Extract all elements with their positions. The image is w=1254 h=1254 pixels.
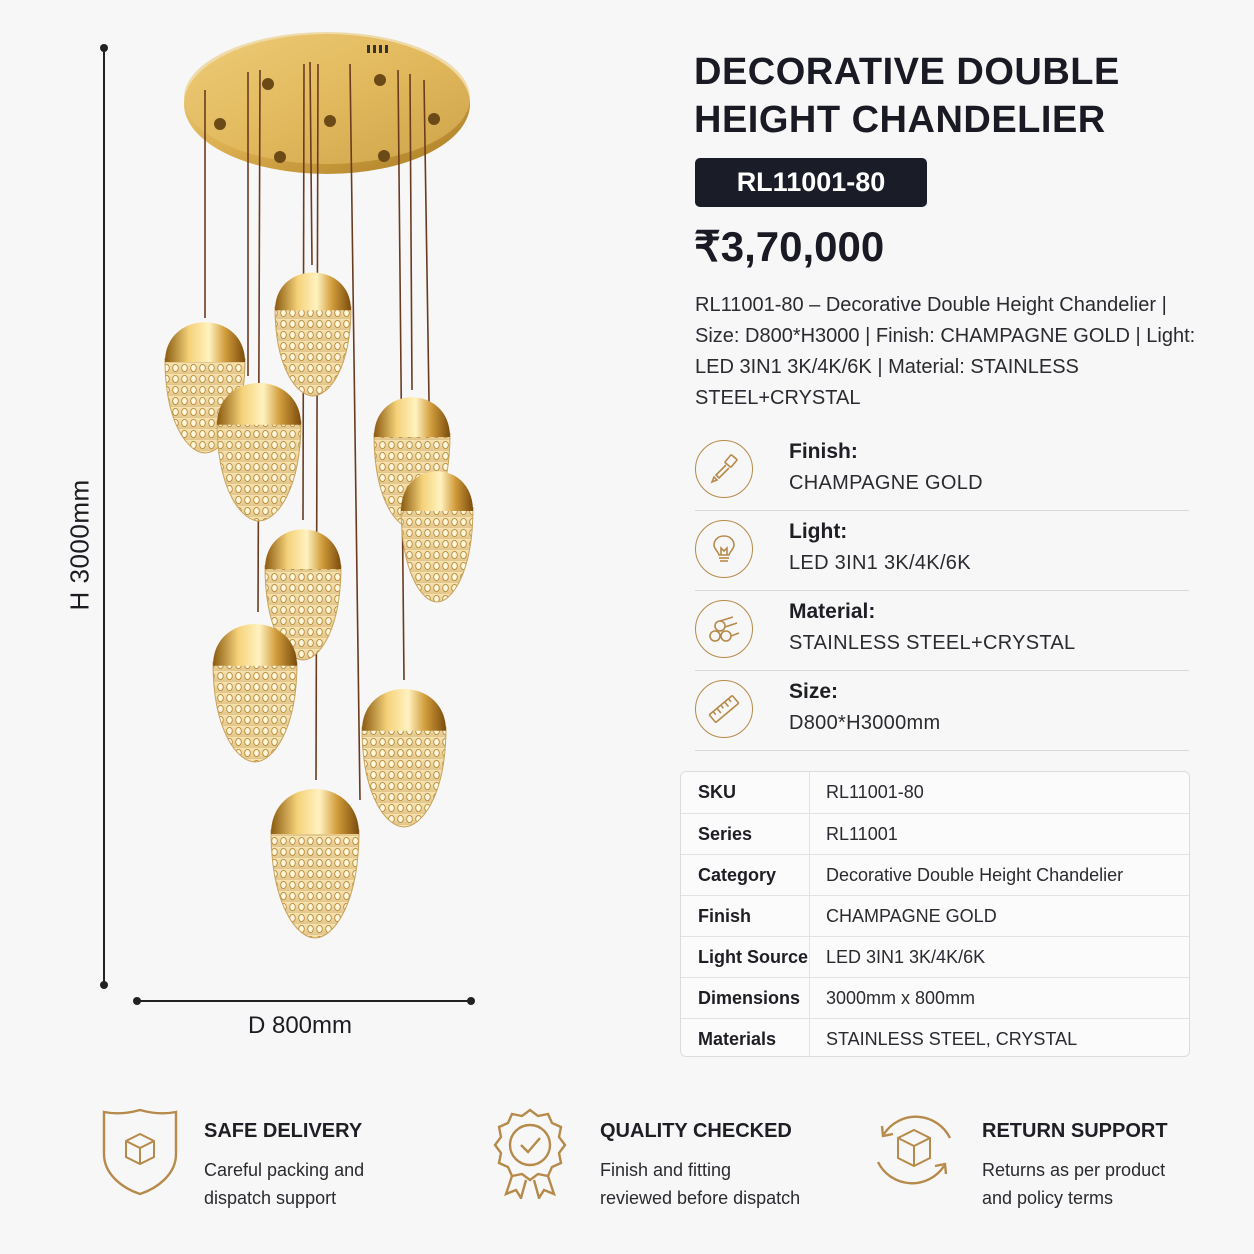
spec-value: LED 3IN1 3K/4K/6K — [789, 552, 971, 574]
sku-badge: RL11001-80 — [695, 158, 927, 207]
product-figure — [0, 0, 640, 1080]
spec-label: Size: — [789, 680, 839, 703]
table-row — [681, 895, 1189, 937]
feature-quality-checked — [488, 1104, 828, 1214]
feature-text-line: Returns as per product — [982, 1160, 1166, 1180]
crystal-pendant — [275, 273, 351, 396]
feature-title: QUALITY CHECKED — [600, 1120, 792, 1142]
spec-row-size — [695, 672, 1189, 751]
spec-value: D800*H3000mm — [789, 712, 941, 734]
table-value: STAINLESS STEEL, CRYSTAL — [826, 1029, 1078, 1049]
spec-row-material — [695, 592, 1189, 671]
diameter-dimension-line — [137, 1000, 471, 1002]
return-box-icon — [870, 1104, 958, 1199]
feature-title: RETURN SUPPORT — [982, 1120, 1168, 1142]
table-key: SKU — [681, 772, 810, 813]
crystal-pendant — [362, 689, 446, 827]
table-key: Light Source — [681, 937, 810, 978]
table-row — [681, 813, 1189, 855]
feature-title: SAFE DELIVERY — [204, 1120, 363, 1142]
feature-description — [982, 1156, 1202, 1212]
spec-value: STAINLESS STEEL+CRYSTAL — [789, 632, 1076, 654]
table-key: Materials — [681, 1019, 810, 1057]
feature-text-line: reviewed before dispatch — [600, 1188, 801, 1208]
spec-label: Light: — [789, 520, 848, 543]
table-key: Finish — [681, 896, 810, 937]
material-pipes-icon — [695, 600, 753, 658]
crystal-pendant — [401, 471, 473, 602]
height-dimension-label: H 3000mm — [64, 479, 95, 611]
feature-text-line: dispatch support — [204, 1188, 337, 1208]
shield-box-icon — [96, 1104, 184, 1199]
table-value: 3000mm x 800mm — [826, 988, 976, 1008]
table-key: Series — [681, 814, 810, 855]
feature-safe-delivery — [96, 1104, 396, 1214]
crystal-pendant — [217, 383, 301, 521]
table-row — [681, 854, 1189, 896]
table-value: RL11001 — [826, 824, 898, 844]
product-description: RL11001-80 – Decorative Double Height Chandelier | Size: D800*H3000 | Finish: CHAMPAGNE GOLD | Light: LED 3IN1 3K/4K/6K | Material: STAINLESS STEEL+CRYSTAL — [695, 294, 1196, 409]
spec-value: CHAMPAGNE GOLD — [789, 472, 983, 494]
table-value: CHAMPAGNE GOLD — [826, 906, 997, 926]
table-row — [681, 936, 1189, 978]
table-value: Decorative Double Height Chandelier — [826, 865, 1124, 885]
table-row — [681, 977, 1189, 1019]
spec-label: Material: — [789, 600, 876, 623]
table-value: RL11001-80 — [826, 782, 924, 802]
feature-text-line: Careful packing and — [204, 1160, 365, 1180]
product-title: DECORATIVE DOUBLE HEIGHT CHANDELIER — [694, 51, 1120, 141]
table-key: Dimensions — [681, 978, 810, 1019]
feature-description — [204, 1156, 424, 1212]
table-value: LED 3IN1 3K/4K/6K — [826, 947, 986, 967]
ruler-icon — [695, 680, 753, 738]
quality-badge-icon — [488, 1104, 576, 1199]
diameter-dimension-label: D 800mm — [247, 1012, 353, 1039]
feature-text-line: and policy terms — [982, 1188, 1114, 1208]
spec-row-light — [695, 512, 1189, 591]
crystal-pendant — [213, 624, 297, 762]
feature-return-support — [870, 1104, 1210, 1214]
spec-label: Finish: — [789, 440, 858, 463]
crystal-pendant — [271, 789, 359, 938]
feature-text-line: Finish and fitting — [600, 1160, 732, 1180]
crystal-pendants — [0, 0, 640, 1000]
feature-description — [600, 1156, 820, 1212]
product-price: ₹3,70,000 — [694, 223, 885, 270]
product-details-table — [680, 771, 1190, 1057]
paint-brush-icon — [695, 440, 753, 498]
light-bulb-icon — [695, 520, 753, 578]
table-row — [681, 1018, 1189, 1057]
table-row — [681, 772, 1189, 813]
spec-row-finish — [695, 432, 1189, 511]
table-key: Category — [681, 855, 810, 896]
